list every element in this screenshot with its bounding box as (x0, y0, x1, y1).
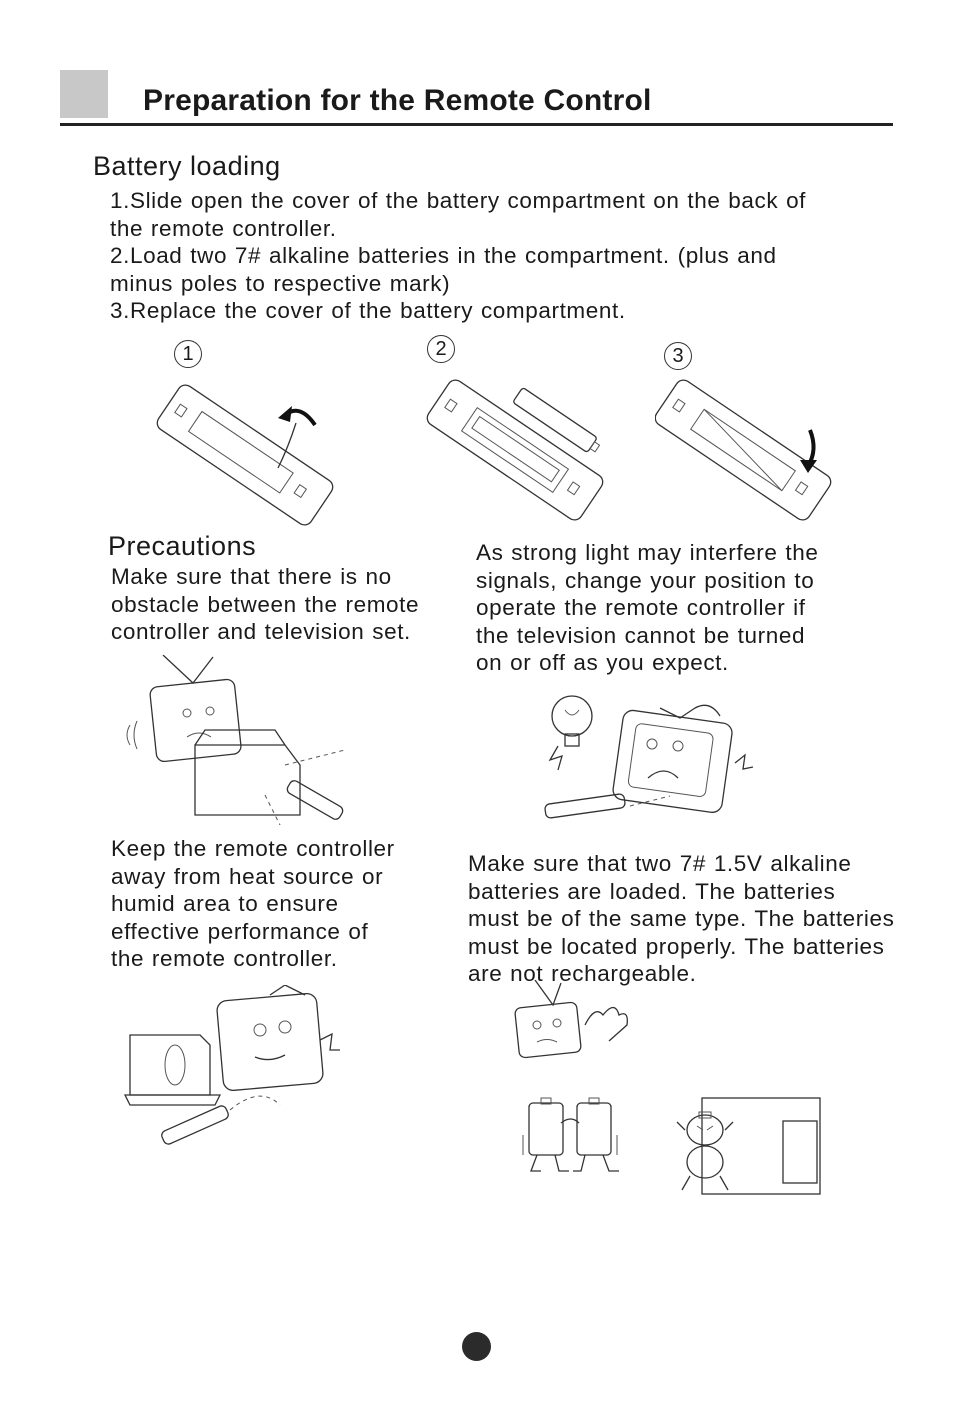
precaution-line: must be of the same type. The batteries (468, 906, 895, 931)
strong-light-tv-cartoon (540, 688, 755, 828)
step-number-1: 1 (174, 340, 202, 368)
precaution-line: the remote controller. (111, 946, 338, 971)
precaution-line: humid area to ensure (111, 891, 339, 916)
battery-mascot-tv-cartoon (505, 980, 635, 1065)
instruction-line: 2.Load two 7# alkaline batteries in the compartment. (plus and (110, 243, 777, 268)
precaution-line: Make sure that two 7# 1.5V alkaline (468, 851, 852, 876)
obstacle-tv-cartoon (125, 655, 350, 825)
heat-source-precaution-text (111, 835, 395, 973)
page-title: Preparation for the Remote Control (143, 84, 652, 117)
battery-compartment-cartoon (670, 1090, 830, 1200)
precaution-line: controller and television set. (111, 619, 411, 644)
battery-type-precaution-text (468, 850, 894, 988)
precaution-line: Keep the remote controller (111, 836, 395, 861)
heat-source-tv-cartoon (120, 985, 350, 1150)
battery-loading-instructions (110, 187, 806, 325)
precaution-line: operate the remote controller if (476, 595, 806, 620)
instruction-line: 1.Slide open the cover of the battery compartment on the back of (110, 188, 807, 213)
batteries-pair-cartoon (515, 1095, 625, 1180)
header-square-marker (60, 70, 108, 118)
instruction-line: 3.Replace the cover of the battery compartment. (110, 298, 626, 323)
precaution-line: effective performance of (111, 918, 369, 944)
battery-loading-heading: Battery loading (93, 151, 281, 181)
strong-light-precaution-text (476, 539, 818, 677)
precaution-line: obstacle between the remote (111, 591, 420, 617)
precaution-line: the television cannot be turned (476, 622, 806, 648)
page-number-dot (462, 1332, 491, 1361)
obstacle-precaution-text (111, 563, 419, 646)
precaution-line: are not rechargeable. (468, 961, 697, 986)
precaution-line: Make sure that there is no (111, 564, 392, 589)
instruction-line: the remote controller. (110, 215, 337, 241)
instruction-line: minus poles to respective mark) (110, 270, 451, 296)
precaution-line: signals, change your position to (476, 567, 815, 593)
precaution-line: must be located properly. The batteries (468, 933, 885, 959)
step1-open-cover-illustration (150, 370, 340, 540)
precautions-heading: Precautions (108, 531, 257, 561)
title-divider (60, 123, 893, 126)
precaution-line: on or off as you expect. (476, 650, 729, 675)
precaution-line: As strong light may interfere the (476, 540, 819, 565)
precaution-line: batteries are loaded. The batteries (468, 878, 836, 904)
step2-load-batteries-illustration (420, 360, 620, 535)
precaution-line: away from heat source or (111, 863, 384, 889)
step3-replace-cover-illustration (655, 370, 835, 535)
step-number-2: 2 (427, 335, 455, 363)
step-number-3: 3 (664, 342, 692, 370)
